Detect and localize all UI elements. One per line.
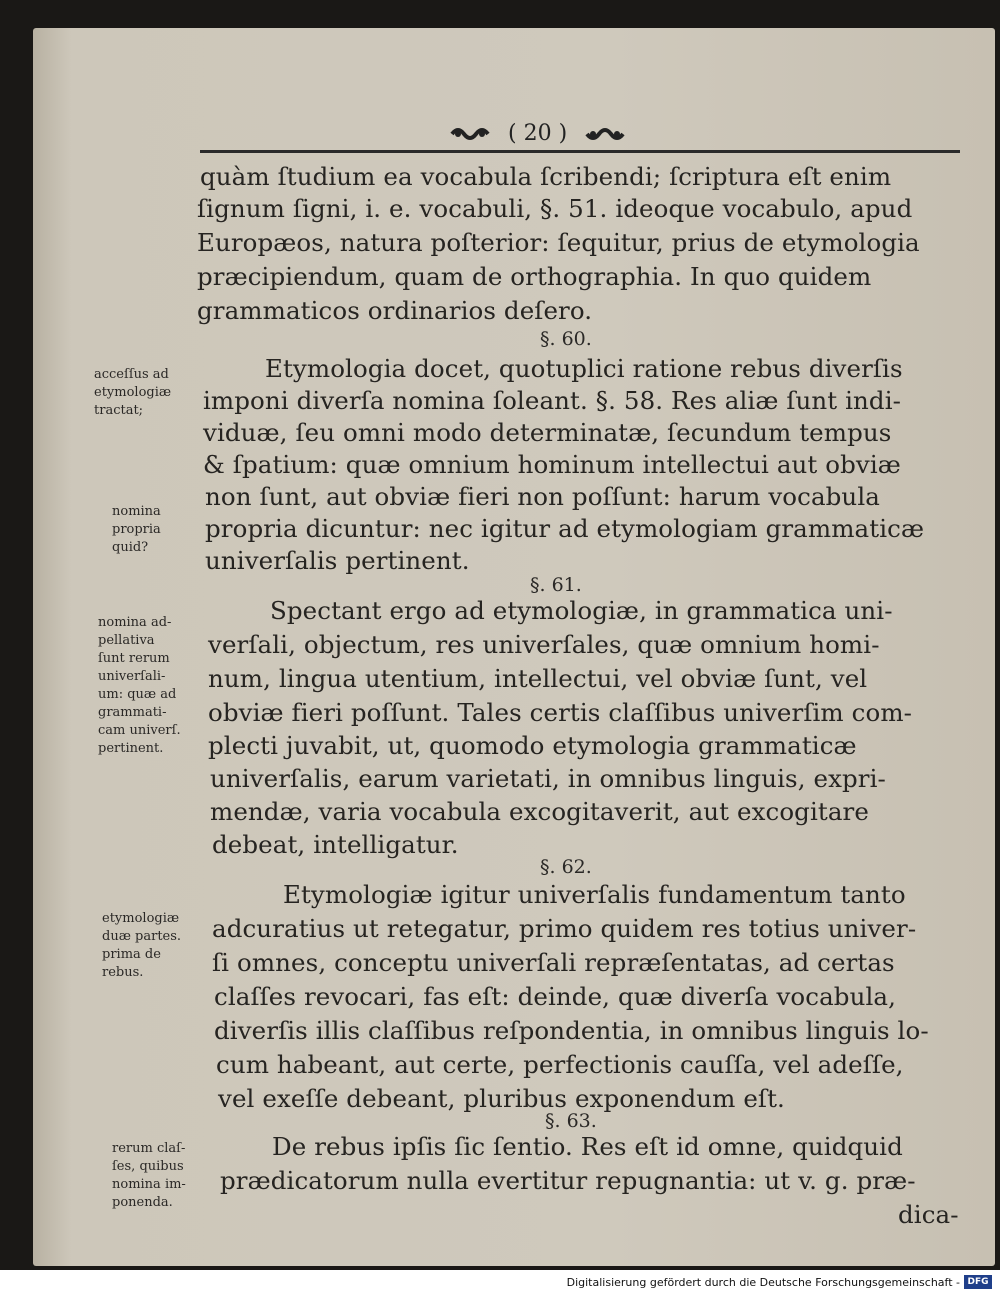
text-line: diverſis illis claſſibus reſpondentia, in omnibus linguis lo- [214,1016,929,1045]
dfg-logo-icon: DFG [964,1275,992,1289]
text-line: prædicatorum nulla evertitur repugnantia: ut v. g. præ- [220,1166,916,1195]
text-line: & ſpatium: quæ omnium hominum intellectui aut obviæ [203,450,901,479]
page-number: ( 20 ) [508,120,568,146]
marginal-note: etymologiæ duæ partes. prima de rebus. [102,911,182,980]
ornament-left-icon [450,124,490,142]
text-line: adcuratius ut retegatur, primo quidem res totius univer- [212,914,917,943]
text-line: claſſes revocari, fas eſt: deinde, quæ diverſa vocabula, [214,982,896,1011]
ornament-right-icon [585,124,625,142]
marginal-note: nomina propria quid? [112,504,161,555]
text-line: dica- [898,1200,959,1229]
text-line: De rebus ipſis ſic ſentio. Res eſt id omne, quidquid [272,1132,903,1161]
text-line: num, lingua utentium, intellectui, vel obviæ ſunt, vel [208,664,868,693]
text-line: plecti juvabit, ut, quomodo etymologia grammaticæ [208,731,857,760]
text-line: mendæ, varia vocabula excogitaverit, aut excogitare [210,797,869,826]
text-line: vel exeſſe debeant, pluribus exponendum eſt. [218,1084,785,1113]
header-rule [200,150,960,153]
text-line: ſignum ſigni, i. e. vocabuli, §. 51. ideoque vocabulo, apud [197,194,913,223]
section-number: §. 60. [540,328,592,350]
marginal-note: nomina ad- pellativa ſunt rerum univerſali- um: quæ ad grammati- cam univerſ. pertinent. [98,615,181,756]
text-line: univerſalis pertinent. [205,546,470,575]
text-line: Etymologiæ igitur univerſalis fundamentum tanto [283,880,906,909]
marginal-note: rerum claſ- ſes, quibus nomina im- ponenda. [112,1141,186,1210]
footer-bar [0,1270,1000,1295]
text-line: præcipiendum, quam de orthographia. In quo quidem [197,262,872,291]
text-line: imponi diverſa nomina ſoleant. §. 58. Res aliæ ſunt indi- [203,386,902,415]
marginal-note: acceſſus ad etymologiæ tractat; [94,367,172,418]
text-line: univerſalis, earum varietati, in omnibus linguis, expri- [210,764,886,793]
text-line: propria dicuntur: nec igitur ad etymologiam grammaticæ [205,514,925,543]
text-line: non ſunt, aut obviæ fieri non poſſunt: harum vocabula [205,482,880,511]
section-number: §. 62. [540,856,592,878]
text-line: Europæos, natura poſterior: ſequitur, prius de etymologia [197,228,920,257]
section-number: §. 63. [545,1110,597,1132]
text-line: quàm ſtudium ea vocabula ſcribendi; ſcriptura eſt enim [200,162,892,191]
text-line: verſali, objectum, res univerſales, quæ omnium homi- [208,630,880,659]
text-line: Etymologia docet, quotuplici ratione rebus diverſis [265,354,903,383]
text-line: obviæ fieri poſſunt. Tales certis claſſibus univerſim com- [208,698,913,727]
text-line: debeat, intelligatur. [212,830,459,859]
text-line: grammaticos ordinarios deſero. [197,296,593,325]
page-header [450,118,690,148]
section-number: §. 61. [530,574,582,596]
text-line: cum habeant, aut certe, perfectionis cauſſa, vel adeſſe, [216,1050,904,1079]
footer-credit: Digitalisierung gefördert durch die Deutsche Forschungsgemeinschaft - [566,1276,960,1289]
text-line: Spectant ergo ad etymologiæ, in grammatica uni- [270,596,893,625]
text-line: viduæ, ſeu omni modo determinatæ, ſecundum tempus [203,418,892,447]
text-line: ſi omnes, conceptu univerſali repræſentatas, ad certas [212,948,895,977]
